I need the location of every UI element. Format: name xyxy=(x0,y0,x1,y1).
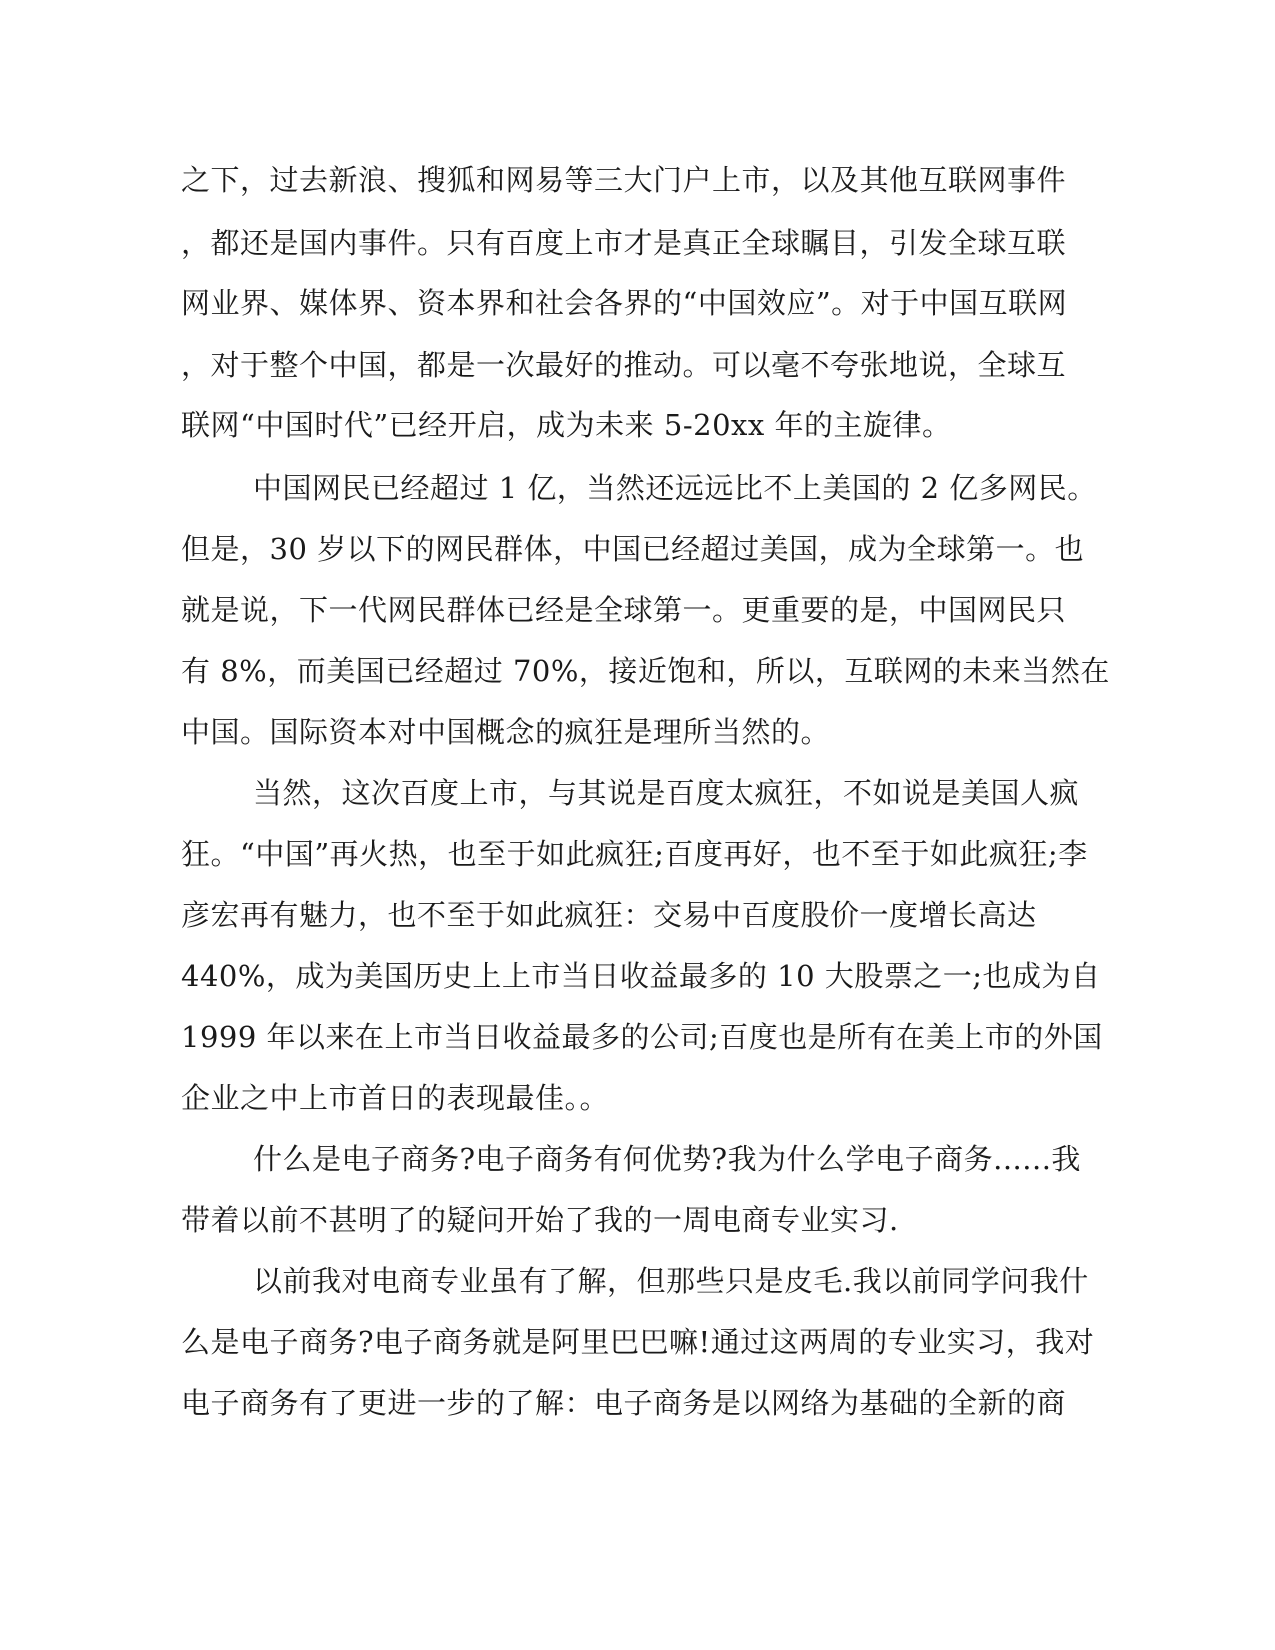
text-line: 1999 年以来在上市当日收益最多的公司;百度也是所有在美上市的外国 xyxy=(181,1020,1103,1054)
paragraph-first-line: 以前我对电商专业虽有了解，但那些只是皮毛.我以前同学问我什 xyxy=(253,1264,1089,1298)
text-line: 带着以前不甚明了的疑问开始了我的一周电商专业实习. xyxy=(181,1203,899,1237)
text-line: 联网“中国时代”已经开启，成为未来 5-20xx 年的主旋律。 xyxy=(181,408,952,442)
text-line: 企业之中上市首日的表现最佳。。 xyxy=(181,1081,610,1115)
text-line: 电子商务有了更进一步的了解：电子商务是以网络为基础的全新的商 xyxy=(181,1386,1067,1420)
text-line: ，都还是国内事件。只有百度上市才是真正全球瞩目，引发全球互联 xyxy=(181,226,1067,260)
text-line: 就是说，下一代网民群体已经是全球第一。更重要的是，中国网民只 xyxy=(181,593,1067,627)
text-line: 么是电子商务?电子商务就是阿里巴巴嘛!通过这两周的专业实习，我对 xyxy=(181,1325,1095,1359)
paragraph-first-line: 什么是电子商务?电子商务有何优势?我为什么学电子商务......我 xyxy=(253,1142,1081,1176)
paragraph-first-line: 当然，这次百度上市，与其说是百度太疯狂，不如说是美国人疯 xyxy=(253,776,1080,810)
text-line: 彦宏再有魅力，也不至于如此疯狂：交易中百度股价一度增长高达 xyxy=(181,898,1037,932)
text-line: ，对于整个中国，都是一次最好的推动。可以毫不夸张地说，全球互 xyxy=(181,348,1067,382)
text-line: 但是，30 岁以下的网民群体，中国已经超过美国，成为全球第一。也 xyxy=(181,532,1085,566)
text-line: 之下，过去新浪、搜狐和网易等三大门户上市，以及其他互联网事件 xyxy=(181,163,1067,197)
text-line: 中国。国际资本对中国概念的疯狂是理所当然的。 xyxy=(181,715,831,749)
text-line: 网业界、媒体界、资本界和社会各界的“中国效应”。对于中国互联网 xyxy=(181,286,1068,320)
text-line: 有 8%，而美国已经超过 70%，接近饱和，所以，互联网的未来当然在 xyxy=(181,654,1110,688)
paragraph-first-line: 中国网民已经超过 1 亿，当然还远远比不上美国的 2 亿多网民。 xyxy=(253,471,1097,505)
text-line: 狂。“中国”再火热，也至于如此疯狂;百度再好，也不至于如此疯狂;李 xyxy=(181,837,1088,871)
text-line: 440%，成为美国历史上上市当日收益最多的 10 大股票之一;也成为自 xyxy=(181,959,1101,993)
